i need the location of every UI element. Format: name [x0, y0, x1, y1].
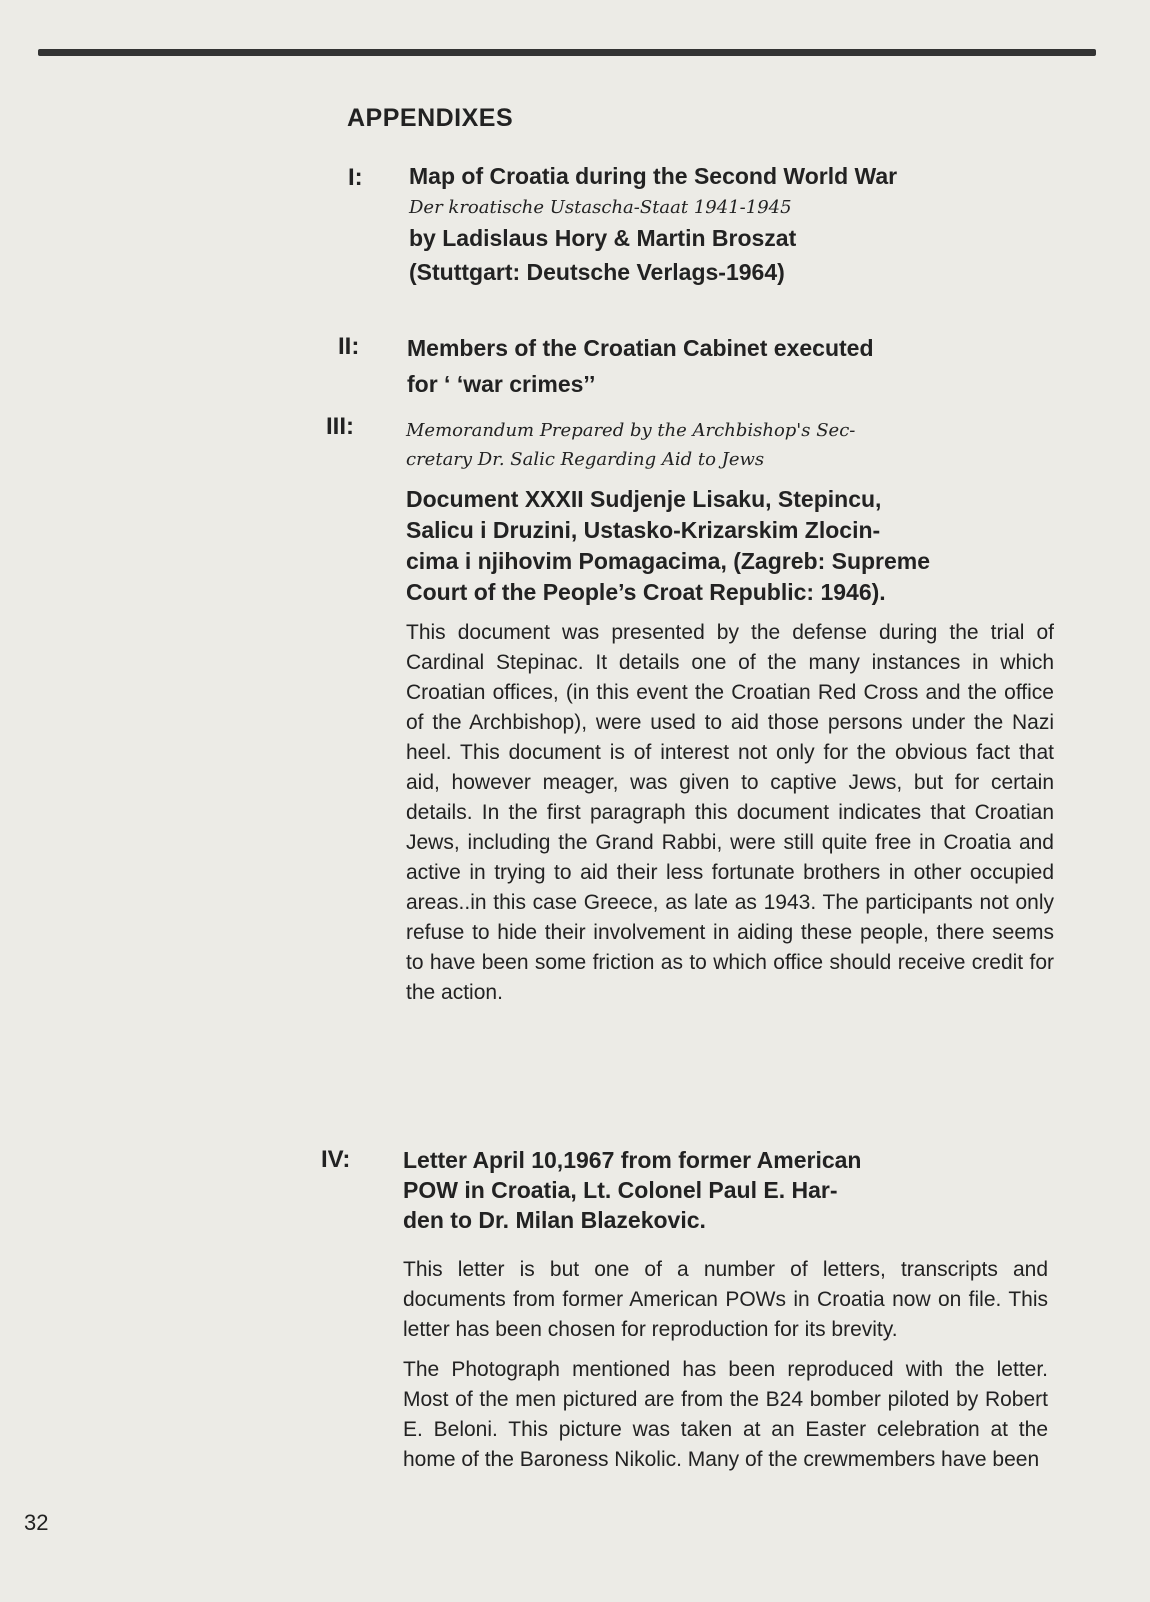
- appendix-2: [407, 330, 1047, 402]
- appendix-4-title-line-1: Letter April 10,1967 from former American: [403, 1147, 862, 1173]
- appendix-4-title-line-3: den to Dr. Milan Blazekovic.: [403, 1207, 706, 1233]
- appendix-4-paragraph-2: The Photograph mentioned has been reproduced with the letter. Most of the men pictured are from the B24 bomber piloted by Robert E. Beloni. This picture was taken at an Easter celebration at the home of the Baroness Nikolic. Many of the crewmembers have been: [403, 1358, 1048, 1471]
- appendix-1: [409, 160, 1049, 288]
- appendix-4-title-line-2: POW in Croatia, Lt. Colonel Paul E. Har-: [403, 1177, 838, 1203]
- appendix-3-doc-line-4: Court of the People’s Croat Republic: 1946).: [406, 579, 886, 605]
- appendix-1-numeral: I:: [348, 164, 363, 191]
- appendix-3-document-title: [406, 484, 1056, 608]
- appendix-3-paragraph: This document was presented by the defense during the trial of Cardinal Stepinac. It details one of the many instances in which Croatian offices, (in this event the Croatian Red Cross and the office of the Archbishop), were used to aid those persons under the Nazi heel. This document is of interest not only for the obvious fact that aid, however meager, was given to captive Jews, but for certain details. In the first paragraph this document indicates that Croatian Jews, including the Grand Rabbi, were still quite free in Croatia and active in trying to aid their less fortunate brothers in other occupied areas..in this case Greece, as late as 1943. The participants not only refuse to hide their involvement in aiding these people, there seems to have been some friction as to which office should receive credit for the action.: [406, 621, 1054, 1004]
- appendix-2-title-line-1: Members of the Croatian Cabinet executed: [407, 335, 874, 361]
- page-heading: APPENDIXES: [347, 104, 514, 132]
- appendix-3-doc-line-1: Document XXXII Sudjenje Lisaku, Stepincu,: [406, 486, 882, 512]
- appendix-3-numeral: III:: [326, 413, 354, 440]
- appendix-3-doc-line-2: Salicu i Druzini, Ustasko-Krizarskim Zlocin-: [406, 517, 881, 543]
- appendix-3-doc-line-3: cima i njihovim Pomagacima, (Zagreb: Supreme: [406, 548, 931, 574]
- appendix-3-italic-line-2: cretary Dr. Salic Regarding Aid to Jews: [406, 449, 765, 470]
- appendix-1-publisher: (Stuttgart: Deutsche Verlags-1964): [409, 259, 785, 285]
- appendix-1-subtitle: Der kroatische Ustascha-Staat 1941-1945: [409, 197, 792, 218]
- appendix-4: [403, 1145, 1053, 1475]
- appendix-2-numeral: II:: [338, 333, 360, 360]
- appendix-4-numeral: IV:: [321, 1146, 351, 1173]
- appendix-2-title-line-2: for ‘ ‘war crimes’’: [407, 371, 596, 397]
- appendix-1-authors: by Ladislaus Hory & Martin Broszat: [409, 225, 797, 251]
- appendix-1-title: Map of Croatia during the Second World War: [409, 163, 898, 189]
- appendix-3-italic-line-1: Memorandum Prepared by the Archbishop's Sec-: [406, 420, 856, 441]
- top-rule: [38, 49, 1096, 56]
- appendix-3: [406, 416, 1056, 1008]
- appendix-4-paragraph-1: This letter is but one of a number of letters, transcripts and documents from former American POWs in Croatia now on file. This letter has been chosen for reproduction for its brevity.: [403, 1258, 1048, 1341]
- page-number: 32: [24, 1510, 49, 1535]
